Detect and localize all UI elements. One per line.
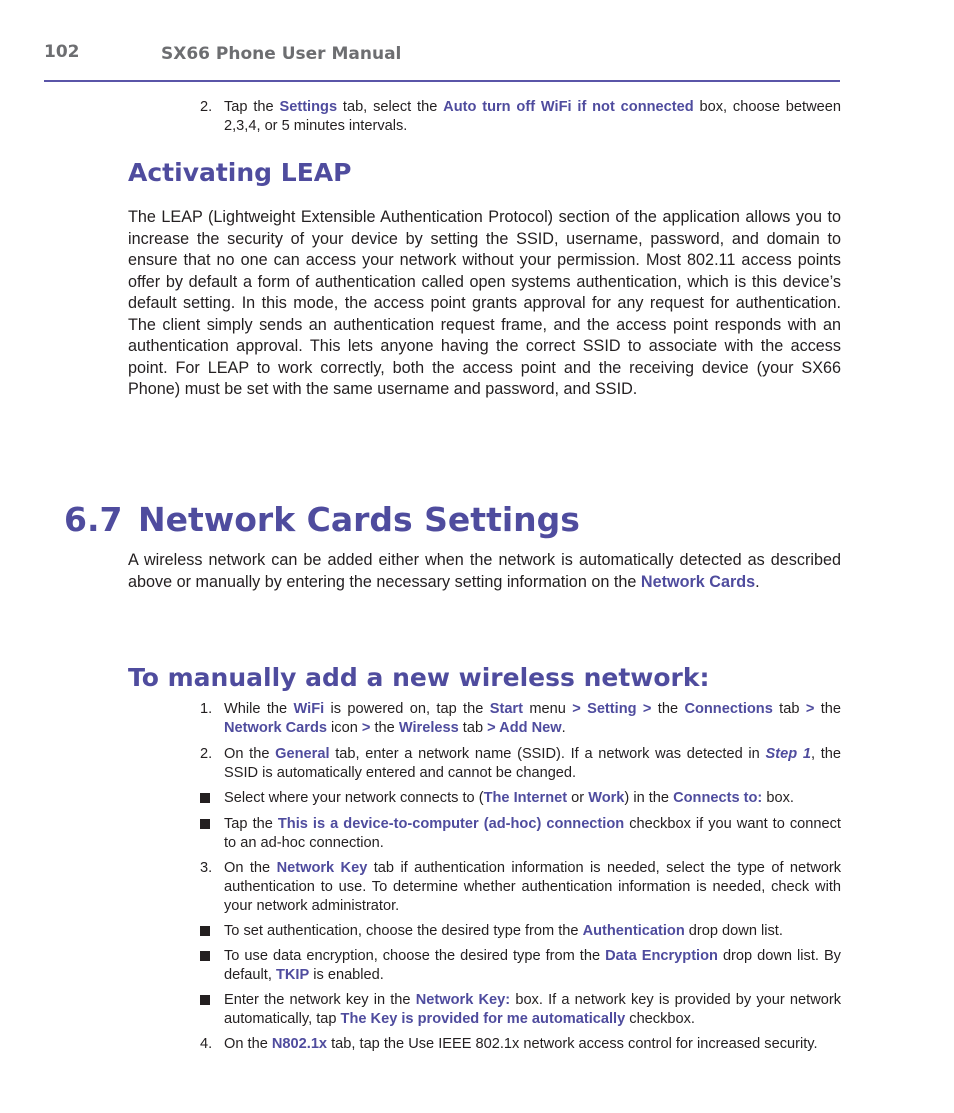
page-header	[44, 42, 840, 82]
ui-term: Auto turn off WiFi if not connected	[443, 99, 694, 115]
bullet-item	[200, 789, 841, 808]
step-marker: 2.	[200, 99, 213, 115]
bullet-text: Enter the network key in the Network Key: box. If a network key is provided by your network automatically, tap The Key is provided for me automatically checkbox.	[224, 992, 842, 1027]
step-marker: 3.	[200, 860, 213, 876]
bullet-text: To set authentication, choose the desired type from the Authentication drop down list.	[224, 923, 783, 939]
step-text: Tap the Settings tab, select the Auto turn off WiFi if not connected box, choose between 2,3,4, or 5 minutes intervals.	[224, 99, 841, 134]
bullet-square-icon	[200, 922, 224, 942]
step-marker: 2.	[200, 746, 213, 762]
step-item	[200, 1035, 841, 1054]
step-text: While the WiFi is powered on, tap the Start menu > Setting > the Connections tab > the Network Cards icon > the Wireless tab > Add New.	[224, 701, 842, 736]
bullet-text: To use data encryption, choose the desired type from the Data Encryption drop down list. By default, TKIP is enabled.	[224, 948, 841, 983]
bullet-item	[200, 991, 841, 1029]
intro-step-item	[200, 98, 841, 136]
bullet-square-icon	[200, 789, 224, 809]
section-heading	[64, 500, 580, 539]
manual-add-heading: To manually add a new wireless network:	[128, 663, 710, 692]
bullet-square-icon	[200, 815, 224, 835]
step-marker: 4.	[200, 1036, 213, 1052]
step-text: On the N802.1x tab, tap the Use IEEE 802.1x network access control for increased security.	[224, 1036, 818, 1052]
bullet-item	[200, 947, 841, 985]
step-item	[200, 859, 841, 916]
step-text: On the Network Key tab if authentication information is needed, select the type of network authentication to use. To determine whether authentication information is needed, check with your network administrator.	[224, 860, 842, 914]
ui-term: Settings	[279, 99, 338, 115]
bullet-text: Select where your network connects to (The Internet or Work) in the Connects to: box.	[224, 790, 794, 806]
section-number: 6.7	[64, 500, 123, 539]
ui-term: Network Cards	[640, 572, 756, 591]
bullet-item	[200, 922, 841, 941]
leap-heading: Activating LEAP	[128, 158, 352, 187]
section-intro: A wireless network can be added either when the network is automatically detected as described above or manually by entering the necessary setting information on the Network Cards.	[128, 551, 841, 591]
step-item	[200, 745, 841, 783]
leap-body: The LEAP (Lightweight Extensible Authentication Protocol) section of the application allows you to increase the security of your device by setting the SSID, username, password, and domain to ensure that no one can access your network without your permission. Most 802.11 access points offer by default a form of authentication called open systems authentication, which is this device’s default setting. In this mode, the access point grants approval for any request for authentication. The client simply sends an authentication request frame, and the access point responds with an authentication approval. This lets anyone having the correct SSID to associate with the access point. For LEAP to work correctly, both the access point and the receiving device (your SX66 Phone) must be set with the same username and password, and SSID.	[128, 208, 841, 398]
step-marker: 1.	[200, 701, 213, 717]
bullet-item	[200, 815, 841, 853]
bullet-square-icon	[200, 947, 224, 967]
page-number: 102	[44, 42, 80, 62]
step-text: On the General tab, enter a network name (SSID). If a network was detected in Step 1, the SSID is automatically entered and cannot be changed.	[224, 746, 842, 781]
step-item	[200, 700, 841, 738]
bullet-text: Tap the This is a device-to-computer (ad-hoc) connection checkbox if you want to connect to an ad-hoc connection.	[224, 816, 841, 851]
bullet-square-icon	[200, 991, 224, 1011]
section-title: Network Cards Settings	[138, 500, 580, 539]
manual-title: SX66 Phone User Manual	[161, 44, 402, 64]
